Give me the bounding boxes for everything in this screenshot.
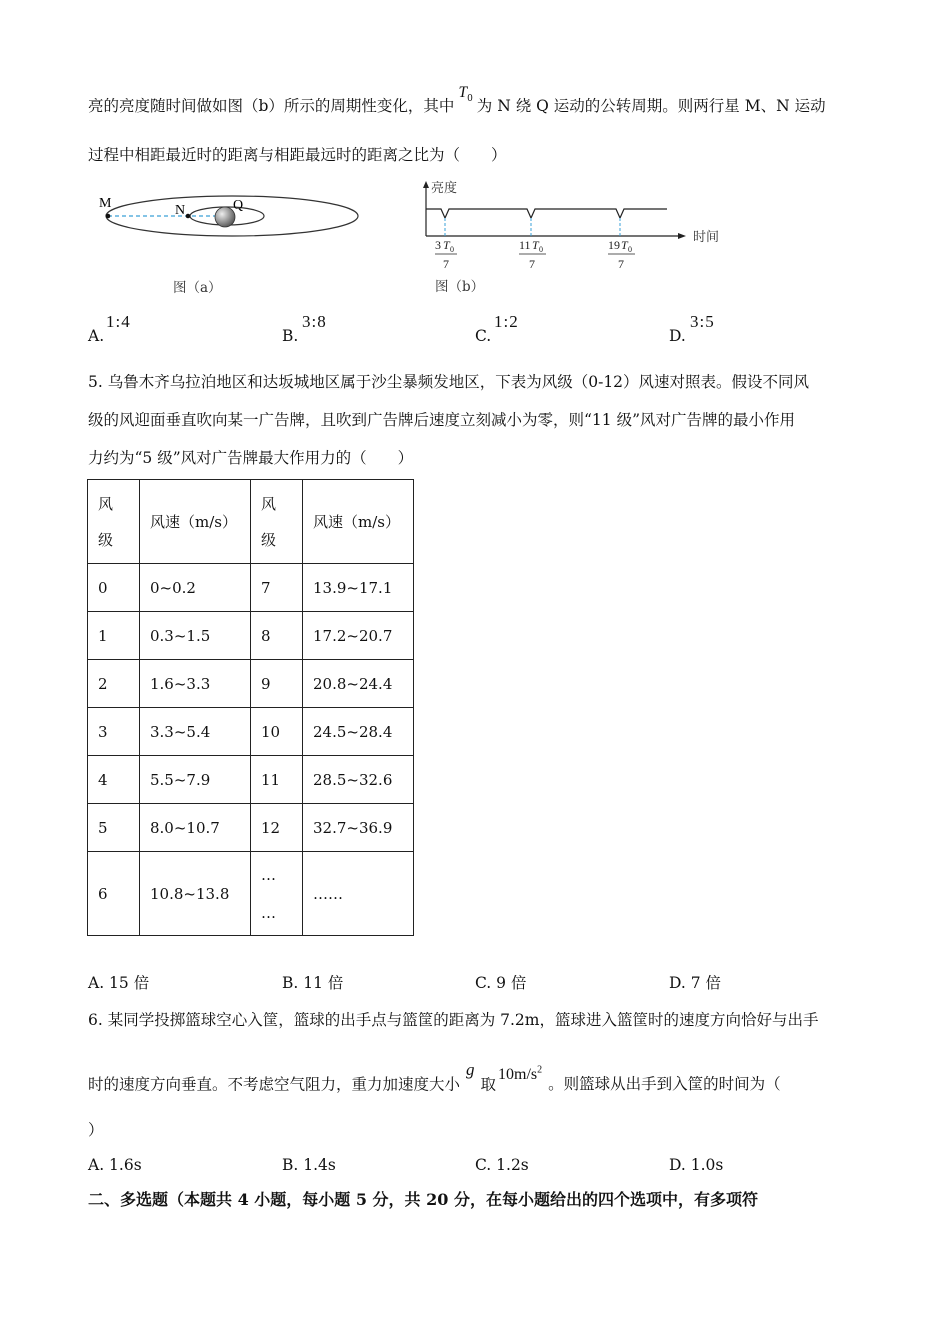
table-row: 6 10.8~13.8 … … …… (88, 852, 414, 936)
tick-label-1 (435, 238, 457, 271)
figure-a-caption: 图（a） (173, 280, 222, 296)
q6-line-3: ） (88, 1121, 104, 1139)
y-axis-label: 亮度 (431, 181, 458, 196)
q4-option-c-value: 1:2 (494, 312, 519, 331)
svg-text:0: 0 (539, 245, 543, 254)
x-axis-arrow (678, 233, 686, 239)
g-value: $10m/s^2$ (498, 1065, 543, 1084)
q6-line-1: 6. 某同学投掷篮球空心入筐，篮球的出手点与篮筐的距离为 7.2m，篮球进入篮筐时的速度方向恰好与出手 (88, 1011, 819, 1029)
q6-option-b[interactable]: B. 1.4s (282, 1156, 336, 1174)
q5-option-d[interactable]: D. 7 倍 (669, 974, 722, 992)
wind-speed-table (87, 479, 414, 936)
header-speed-2: 风速（m/s） (303, 480, 414, 564)
q4-option-b[interactable]: B. (282, 327, 299, 345)
q6-option-c[interactable]: C. 1.2s (475, 1156, 529, 1174)
tick-label-3 (608, 238, 635, 271)
q5-option-b[interactable]: B. 11 倍 (282, 974, 344, 992)
header-level: 风 级 (88, 480, 140, 564)
table-row: 4 5.5~7.9 11 28.5~32.6 (88, 756, 414, 804)
svg-text:7: 7 (443, 257, 449, 271)
q4-option-a[interactable]: A. (88, 327, 105, 345)
label-m: M (99, 196, 112, 211)
svg-text:T: T (532, 238, 539, 252)
header-speed: 风速（m/s） (140, 480, 251, 564)
svg-text:0: 0 (628, 245, 632, 254)
svg-text:7: 7 (529, 257, 535, 271)
svg-text:11: 11 (519, 238, 531, 252)
header-level-2: 风 级 (251, 480, 303, 564)
table-row: 5 8.0~10.7 12 32.7~36.9 (88, 804, 414, 852)
q4-option-a-value: 1:4 (106, 312, 131, 331)
star-q (215, 207, 235, 227)
brightness-curve (426, 209, 667, 218)
q5-option-a[interactable]: A. 15 倍 (88, 974, 150, 992)
table-row: 0 0~0.2 7 13.9~17.1 (88, 564, 414, 612)
tick-label-2 (519, 238, 546, 271)
q4-option-d[interactable]: D. (669, 327, 686, 345)
planet-m (106, 214, 111, 219)
q4-option-b-value: 3:8 (302, 312, 327, 331)
table-row: 3 3.3~5.4 10 24.5~28.4 (88, 708, 414, 756)
t0-symbol: $T_0$ (458, 84, 473, 105)
q4-option-d-value: 3:5 (690, 312, 715, 331)
q4-line-1 (88, 84, 826, 123)
figure-b-caption: 图（b） (435, 279, 485, 295)
q6-line-2: 时的速度方向垂直。不考虑空气阻力，重力加速度大小g取$10m/s^2$。则篮球从出手到入筐的时间为（ (88, 1060, 781, 1094)
svg-text:0: 0 (450, 245, 454, 254)
y-axis-arrow (423, 181, 429, 188)
planet-n (186, 214, 191, 219)
table-row: 1 0.3~1.5 8 17.2~20.7 (88, 612, 414, 660)
svg-text:T: T (443, 238, 450, 252)
q4-line-1-b: 为 N 绕 Q 运动的公转周期。则两行星 M、N 运动 (476, 97, 826, 115)
q5-line-1: 5. 乌鲁木齐乌拉泊地区和达坂城地区属于沙尘暴频发地区，下表为风级（0-12）风速对照表。假设不同风 (88, 373, 810, 391)
svg-text:3: 3 (435, 238, 441, 252)
figure-b-brightness-graph (415, 176, 735, 276)
q6-option-a[interactable]: A. 1.6s (88, 1156, 142, 1174)
q5-line-2: 级的风迎面垂直吹向某一广告牌，且吹到广告牌后速度立刻减小为零，则“11 级”风对广告牌的最小作用 (88, 411, 796, 429)
label-n: N (175, 203, 186, 218)
q4-option-c[interactable]: C. (475, 327, 492, 345)
table-header-row (88, 480, 414, 564)
x-axis-label: 时间 (693, 230, 720, 245)
svg-text:T: T (621, 238, 628, 252)
svg-text:7: 7 (618, 257, 624, 271)
table-row: 2 1.6~3.3 9 20.8~24.4 (88, 660, 414, 708)
q5-line-3: 力约为“5 级”风对广告牌最大作用力的（ ） (88, 449, 414, 467)
q5-option-c[interactable]: C. 9 倍 (475, 974, 527, 992)
q4-line-2: 过程中相距最近时的距离与相距最远时的距离之比为（ ） (88, 146, 507, 164)
section-2-heading: 二、多选题（本题共 4 小题，每小题 5 分，共 20 分，在每小题给出的四个选项中，有多项符 (88, 1190, 758, 1209)
label-q: Q (233, 198, 244, 213)
g-symbol: g (466, 1060, 475, 1080)
q6-option-d[interactable]: D. 1.0s (669, 1156, 724, 1174)
svg-text:19: 19 (608, 238, 620, 252)
q4-line-1-a: 亮的亮度随时间做如图（b）所示的周期性变化，其中 (88, 97, 455, 115)
figure-a-orbit-diagram (92, 188, 367, 252)
